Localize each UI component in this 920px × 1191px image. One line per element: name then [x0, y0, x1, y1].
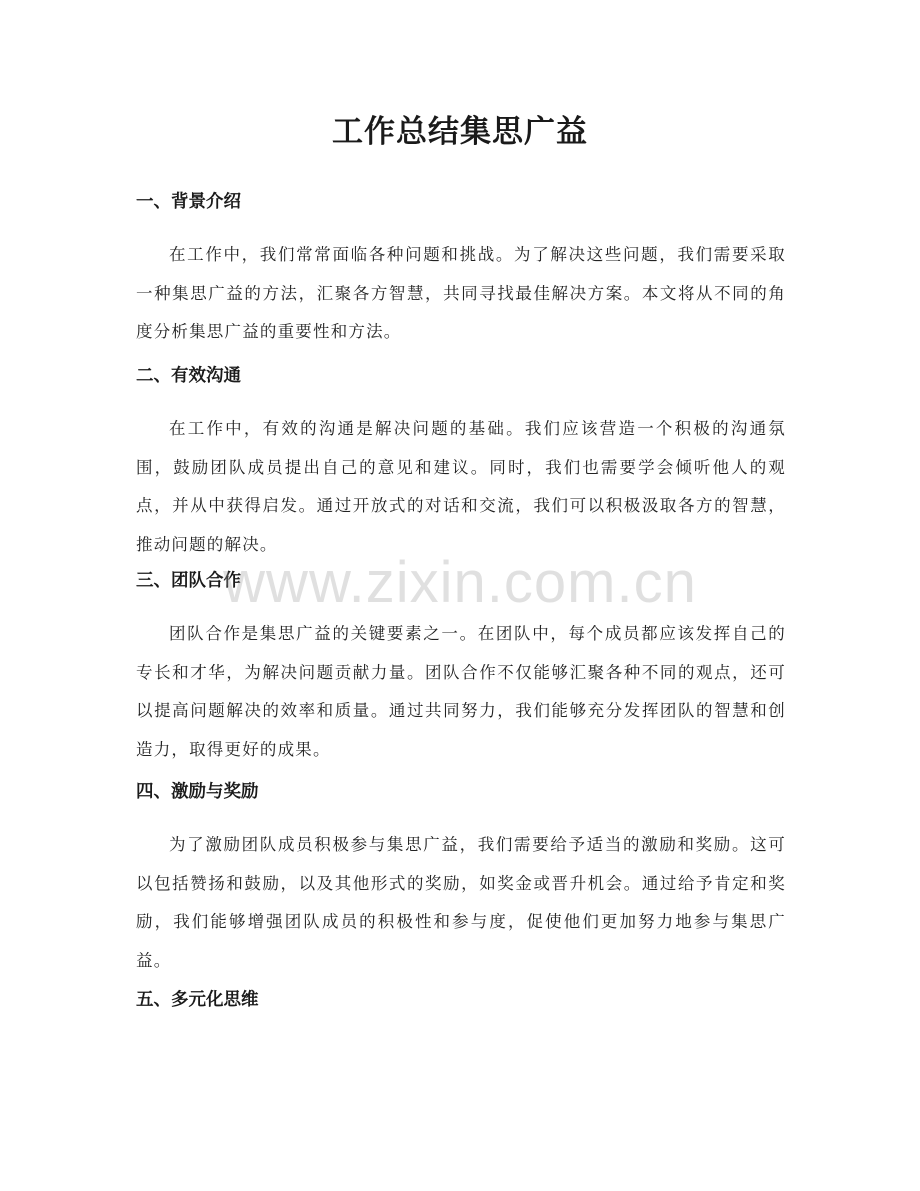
document-title: 工作总结集思广益	[332, 114, 588, 150]
section-paragraph: 为了激励团队成员积极参与集思广益，我们需要给予适当的激励和奖励。这可以包括赞扬和鼓励，以及其他形式的奖励，如奖金或晋升机会。通过给予肯定和奖励，我们能够增强团队成员的积极性和参与度，促使他们更加努力地参与集思广益。	[136, 835, 786, 970]
section-diverse-thinking	[136, 987, 786, 1013]
section-paragraph: 在工作中，我们常常面临各种问题和挑战。为了解决这些问题，我们需要采取一种集思广益的方法，汇聚各方智慧，共同寻找最佳解决方案。本文将从不同的角度分析集思广益的重要性和方法。	[136, 245, 786, 341]
section-heading: 一、背景介绍	[136, 192, 241, 212]
watermark: www.zixin.com.cn	[223, 550, 697, 615]
section-heading: 五、多元化思维	[136, 990, 259, 1010]
section-teamwork	[136, 568, 786, 769]
section-heading: 三、团队合作	[136, 571, 241, 591]
section-incentives	[136, 779, 786, 980]
section-paragraph: 在工作中，有效的沟通是解决问题的基础。我们应该营造一个积极的沟通氛围，鼓励团队成员提出自己的意见和建议。同时，我们也需要学会倾听他人的观点，并从中获得启发。通过开放式的对话和交流，我们可以积极汲取各方的智慧，推动问题的解决。	[136, 419, 786, 554]
section-heading: 四、激励与奖励	[136, 782, 259, 802]
section-background	[136, 189, 786, 352]
section-communication	[136, 363, 786, 564]
section-paragraph: 团队合作是集思广益的关键要素之一。在团队中，每个成员都应该发挥自己的专长和才华，为解决问题贡献力量。团队合作不仅能够汇聚各种不同的观点，还可以提高问题解决的效率和质量。通过共同努力，我们能够充分发挥团队的智慧和创造力，取得更好的成果。	[136, 624, 786, 759]
section-heading: 二、有效沟通	[136, 366, 241, 386]
